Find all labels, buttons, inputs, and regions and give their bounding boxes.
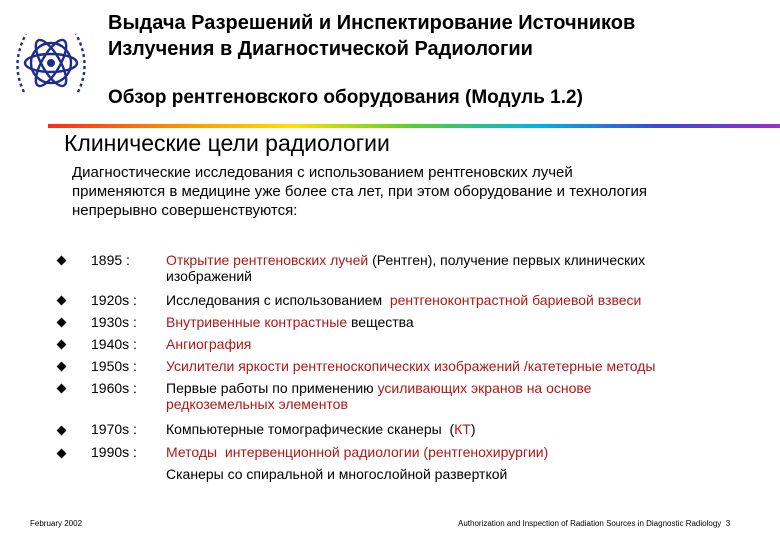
footer-date: February 2002 [30, 519, 83, 528]
item-year: 1960s : [91, 380, 137, 396]
item-description [166, 380, 766, 412]
item-highlight: Методы интервенционной радиологии ( [166, 444, 429, 460]
item-year: 1990s : [91, 444, 137, 460]
footer-source [458, 519, 730, 528]
item-text: ) [470, 421, 476, 437]
intro-line: применяются в медицине уже более ста лет, при этом оборудование и технология [72, 183, 647, 200]
item-description [166, 444, 766, 460]
slide-title [108, 10, 635, 62]
item-description [166, 421, 766, 437]
bullet-icon [57, 426, 67, 436]
item-highlight: КТ [454, 421, 471, 437]
title-line-2: Излучения в Диагностической Радиологии [108, 38, 533, 60]
slide-subtitle: Обзор рентгеновского оборудования (Модуль 1.2) [108, 87, 583, 108]
bullet-icon [57, 296, 67, 306]
bullet-icon [57, 449, 67, 459]
intro-paragraph [72, 163, 772, 220]
section-title: Клинические цели радиологии [64, 130, 390, 156]
rainbow-divider [48, 124, 780, 128]
intro-line: непрерывно совершенствуются: [72, 202, 298, 219]
item-text: Первые работы по применению [166, 380, 378, 396]
item-description [166, 314, 766, 330]
item-year: 1940s : [91, 336, 137, 352]
bullet-icon [57, 362, 67, 372]
item-highlight: Открытие рентгеновских лучей [166, 252, 369, 268]
item-description: Ангиография [166, 336, 252, 352]
title-line-1: Выдача Разрешений и Инспектирование Источников [108, 12, 636, 34]
item-text: Исследования с использованием [166, 292, 390, 308]
item-highlight: редкоземельных элементов [166, 396, 348, 412]
page-number: 3 [725, 519, 731, 528]
item-year: 1930s : [91, 314, 137, 330]
item-highlight: усиливающих экранов на основе [377, 380, 592, 396]
item-year: 1920s : [91, 292, 137, 308]
bullet-icon [57, 340, 67, 350]
item-description [166, 292, 766, 308]
item-highlight: Внутривенные контрастные [166, 314, 348, 330]
item-text: (Рентген), получение первых клинических [368, 252, 646, 268]
bullet-icon [57, 384, 67, 394]
item-year: 1950s : [91, 358, 137, 374]
item-highlight: ) [543, 444, 549, 460]
intro-line: Диагностические исследования с использованием рентгеновских лучей [72, 164, 573, 181]
item-description [166, 252, 766, 284]
iaea-logo [6, 20, 96, 104]
item-highlight: рентгеноконтрастной бариевой взвеси [389, 292, 642, 308]
footer-title: Authorization and Inspection of Radiation Sources in Diagnostic Radiology [458, 519, 722, 528]
item-text: вещества [347, 314, 414, 330]
bullet-icon [57, 256, 67, 266]
item-year: 1895 : [91, 252, 130, 268]
bullet-icon [57, 318, 67, 328]
item-description: Усилители яркости рентгеноскопических изображений /катетерные методы [166, 358, 656, 374]
item-year: 1970s : [91, 421, 137, 437]
item-text: изображений [166, 268, 252, 284]
extra-line: Сканеры со спиральной и многослойной разверткой [166, 466, 508, 482]
item-highlight: рентгенохирургии [428, 444, 544, 460]
item-text: Компьютерные томографические сканеры ( [166, 421, 455, 437]
